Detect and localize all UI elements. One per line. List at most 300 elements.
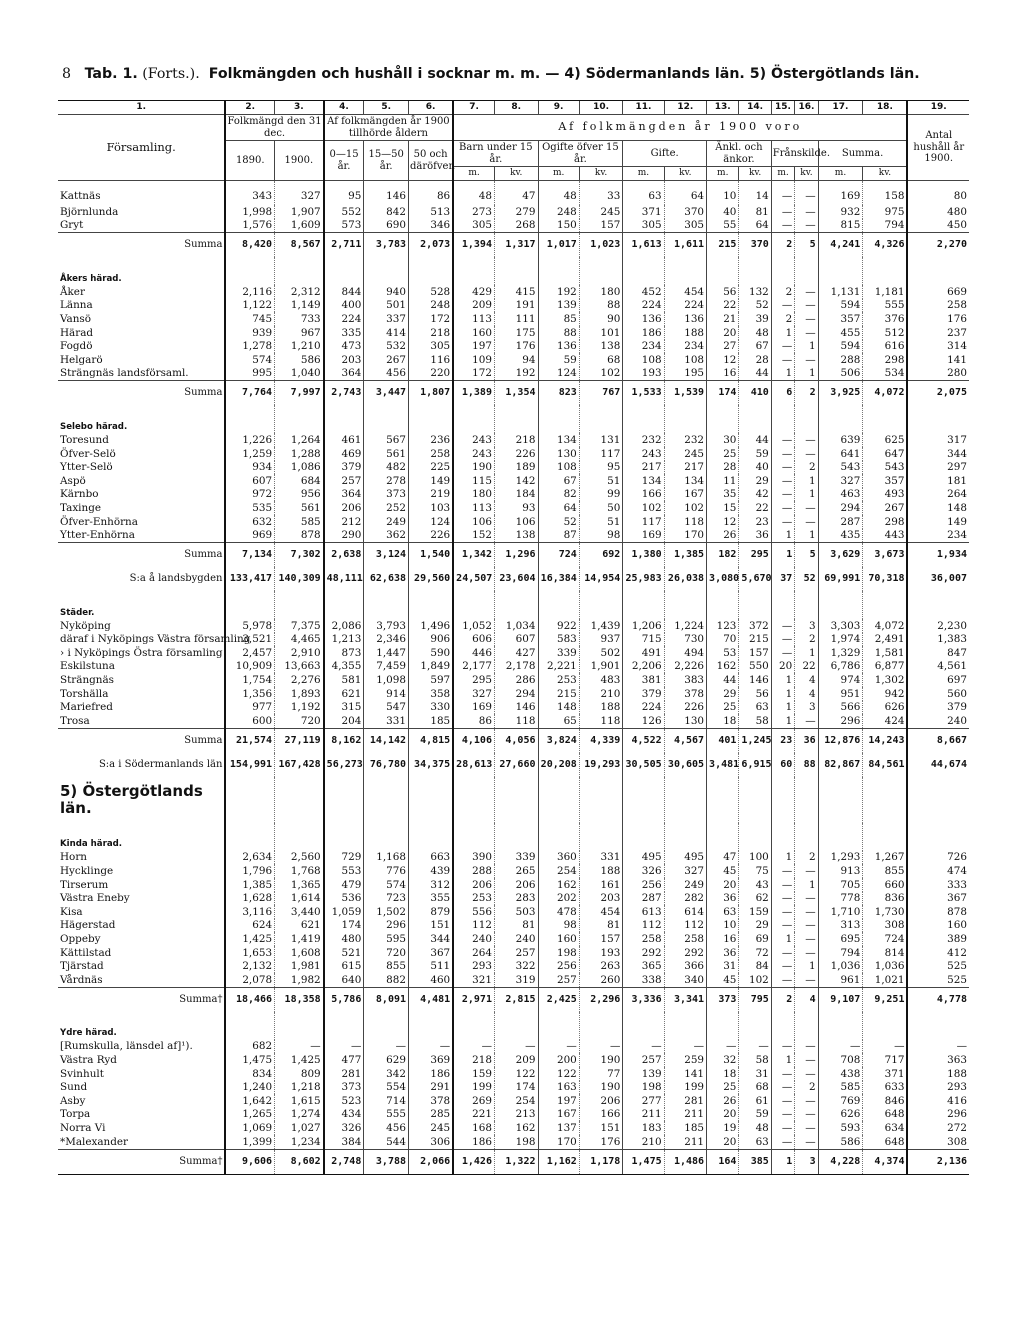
cell-col-12: 245 (664, 447, 706, 461)
cell-col-2: 3,521 (225, 633, 274, 647)
cell-col-4: 2,086 (324, 619, 364, 633)
cell-col-18: 298 (863, 353, 908, 367)
cell-col-8: 118 (494, 714, 538, 728)
cell-col-6: 511 (409, 960, 454, 974)
cell-col-5: 373 (364, 488, 409, 502)
cell-col-11: 126 (623, 714, 664, 728)
cell-col-3: 733 (275, 312, 324, 326)
cell-col-6: 285 (409, 1108, 454, 1122)
cell-col-6: 236 (409, 433, 454, 447)
table-row (58, 529, 969, 543)
cell-col-5: 714 (364, 1094, 409, 1108)
cell-col-19: 525 (907, 960, 969, 974)
empty-cell (818, 777, 863, 823)
table-row (58, 1094, 969, 1108)
cell-col-6: — (409, 1040, 454, 1054)
summary-label: Summa (58, 728, 225, 753)
table-row (58, 447, 969, 461)
cell-col-10: 131 (579, 433, 623, 447)
cell-col-19: 240 (907, 714, 969, 728)
cell-col-8: 1,317 (494, 233, 538, 258)
cell-col-14: 40 (739, 461, 771, 475)
cell-col-4: 174 (324, 919, 364, 933)
cell-col-11: 63 (623, 181, 664, 206)
cell-col-2: 133,417 (225, 567, 274, 591)
cell-col-9: 64 (538, 501, 579, 515)
cell-col-5: 14,142 (364, 728, 409, 753)
cell-col-12: 258 (664, 932, 706, 946)
cell-col-8: 213 (494, 1108, 538, 1122)
header-1890: 1890. (225, 141, 274, 181)
cell-col-4: 4,355 (324, 660, 364, 674)
table-row (58, 892, 969, 906)
cell-col-2: 934 (225, 461, 274, 475)
empty-cell (664, 257, 706, 285)
cell-col-4: 203 (324, 353, 364, 367)
cell-col-7: 243 (453, 447, 494, 461)
cell-col-6: 291 (409, 1081, 454, 1095)
cell-col-12: 366 (664, 960, 706, 974)
section-heading: Städer. (60, 607, 95, 618)
cell-col-3: 2,312 (275, 285, 324, 299)
cell-col-6: 1,496 (409, 619, 454, 633)
cell-col-12: 454 (664, 285, 706, 299)
cell-col-16: 2 (795, 1081, 818, 1095)
cell-col-15: — (771, 1081, 794, 1095)
parish-name: Kisa (60, 905, 83, 918)
cell-col-13: 164 (707, 1149, 739, 1174)
cell-col-10: 157 (579, 219, 623, 233)
cell-col-19: 237 (907, 326, 969, 340)
cell-col-15: 1 (771, 529, 794, 543)
cell-col-12: 118 (664, 515, 706, 529)
cell-col-11: 243 (623, 447, 664, 461)
cell-col-15: — (771, 864, 794, 878)
cell-col-19: 363 (907, 1053, 969, 1067)
empty-cell (863, 257, 908, 285)
cell-col-7: 264 (453, 946, 494, 960)
cell-col-6: 248 (409, 299, 454, 313)
empty-cell (907, 1012, 969, 1040)
cell-col-16: 1 (795, 529, 818, 543)
cell-col-12: 234 (664, 340, 706, 354)
empty-cell (771, 257, 794, 285)
cell-col-10: 176 (579, 1135, 623, 1149)
cell-col-6: 358 (409, 687, 454, 701)
cell-col-11: 495 (623, 851, 664, 865)
cell-col-4: 480 (324, 932, 364, 946)
table-row (58, 474, 969, 488)
cell-col-16: 3 (795, 619, 818, 633)
cell-col-5: — (364, 1040, 409, 1054)
cell-col-2: 1,399 (225, 1135, 274, 1149)
cell-col-13: 55 (707, 219, 739, 233)
cell-col-2: 343 (225, 181, 274, 206)
cell-col-17: 1,974 (818, 633, 863, 647)
cell-col-19: 474 (907, 864, 969, 878)
cell-col-13: 11 (707, 474, 739, 488)
cell-col-13: 18 (707, 714, 739, 728)
cell-col-8: 218 (494, 433, 538, 447)
cell-col-10: 81 (579, 919, 623, 933)
cell-col-9: 98 (538, 919, 579, 933)
empty-cell (771, 591, 794, 619)
cell-col-14: 132 (739, 285, 771, 299)
cell-col-13: 31 (707, 960, 739, 974)
cell-col-9: 192 (538, 285, 579, 299)
cell-col-10: 51 (579, 515, 623, 529)
cell-col-18: 625 (863, 433, 908, 447)
table-row (58, 340, 969, 354)
cell-col-2: 1,278 (225, 340, 274, 354)
cell-col-16: 2 (795, 851, 818, 865)
cell-col-12: — (664, 1040, 706, 1054)
empty-cell (275, 591, 324, 619)
cell-col-10: 188 (579, 701, 623, 715)
cell-col-18: 6,877 (863, 660, 908, 674)
cell-col-12: 730 (664, 633, 706, 647)
parish-name: Norra Vi (60, 1121, 106, 1134)
cell-col-16: — (795, 1135, 818, 1149)
table-row (58, 701, 969, 715)
cell-col-4: 479 (324, 878, 364, 892)
cell-col-9: 1,017 (538, 233, 579, 258)
cell-col-5: 914 (364, 687, 409, 701)
cell-col-5: 532 (364, 340, 409, 354)
cell-col-18: 634 (863, 1121, 908, 1135)
table-row (58, 673, 969, 687)
empty-cell (739, 405, 771, 433)
header-m: m. (818, 167, 863, 181)
cell-col-5: 595 (364, 932, 409, 946)
cell-col-4: 364 (324, 488, 364, 502)
cell-col-2: 624 (225, 919, 274, 933)
cell-col-18: 1,730 (863, 905, 908, 919)
cell-col-7: 293 (453, 960, 494, 974)
cell-col-5: 1,098 (364, 673, 409, 687)
cell-col-5: 1,168 (364, 851, 409, 865)
header-m: m. (453, 167, 494, 181)
empty-cell (795, 257, 818, 285)
cell-col-13: 18 (707, 1067, 739, 1081)
table-row (58, 633, 969, 647)
header-kv: kv. (494, 167, 538, 181)
empty-cell (623, 591, 664, 619)
empty-cell (771, 823, 794, 851)
parish-name: Tjärstad (60, 960, 104, 973)
cell-col-15: — (771, 633, 794, 647)
cell-col-4: 521 (324, 946, 364, 960)
cell-col-10: 190 (579, 1053, 623, 1067)
cell-col-3: 1,768 (275, 864, 324, 878)
col-num: 8. (494, 101, 538, 115)
cell-col-2: 995 (225, 367, 274, 381)
cell-col-2: 682 (225, 1040, 274, 1054)
cell-col-3: 1,982 (275, 973, 324, 987)
cell-col-9: 170 (538, 1135, 579, 1149)
cell-col-14: 68 (739, 1081, 771, 1095)
header-households: Antal hushåll år 1900. (907, 115, 969, 181)
cell-col-7: 159 (453, 1067, 494, 1081)
empty-cell (818, 405, 863, 433)
cell-col-4: 8,162 (324, 728, 364, 753)
section-row (58, 405, 969, 433)
cell-col-19: 234 (907, 529, 969, 543)
empty-cell (225, 591, 274, 619)
cell-col-2: 3,116 (225, 905, 274, 919)
cell-col-14: 59 (739, 1108, 771, 1122)
cell-col-12: 130 (664, 714, 706, 728)
empty-cell (275, 257, 324, 285)
summary-row (58, 233, 969, 258)
cell-col-19: 80 (907, 181, 969, 206)
table-row (58, 285, 969, 299)
cell-col-19: 297 (907, 461, 969, 475)
cell-col-17: 594 (818, 299, 863, 313)
cell-col-17: 296 (818, 714, 863, 728)
cell-col-19: 280 (907, 367, 969, 381)
cell-col-9: 2,425 (538, 987, 579, 1012)
cell-col-16: — (795, 1040, 818, 1054)
parish-name: *Malexander (60, 1135, 129, 1148)
cell-col-17: 1,036 (818, 960, 863, 974)
cell-col-16: 3 (795, 701, 818, 715)
cell-col-10: 117 (579, 447, 623, 461)
cell-col-13: 70 (707, 633, 739, 647)
cell-col-2: 2,457 (225, 646, 274, 660)
cell-col-6: 219 (409, 488, 454, 502)
cell-col-15: — (771, 619, 794, 633)
cell-col-5: 1,447 (364, 646, 409, 660)
cell-col-10: 193 (579, 946, 623, 960)
cell-col-15: — (771, 946, 794, 960)
cell-col-15: — (771, 1135, 794, 1149)
cell-col-4: 1,059 (324, 905, 364, 919)
cell-col-5: 482 (364, 461, 409, 475)
cell-col-17: 12,876 (818, 728, 863, 753)
cell-col-11: 217 (623, 461, 664, 475)
cell-col-11: — (623, 1040, 664, 1054)
table-number: Tab. 1. (84, 66, 138, 82)
cell-col-9: 48 (538, 181, 579, 206)
empty-cell (275, 1012, 324, 1040)
cell-col-12: 112 (664, 919, 706, 933)
cell-col-16: — (795, 1121, 818, 1135)
cell-col-19: 272 (907, 1121, 969, 1135)
cell-col-16: — (795, 946, 818, 960)
cell-col-8: 427 (494, 646, 538, 660)
cell-col-10: 151 (579, 1121, 623, 1135)
cell-col-12: 282 (664, 892, 706, 906)
cell-col-5: 776 (364, 864, 409, 878)
cell-col-5: 574 (364, 878, 409, 892)
section-row (58, 257, 969, 285)
cell-col-11: 371 (623, 205, 664, 219)
empty-cell (275, 823, 324, 851)
cell-col-2: 1,653 (225, 946, 274, 960)
cell-col-2: 1,226 (225, 433, 274, 447)
cell-col-4: 615 (324, 960, 364, 974)
cell-col-7: 1,342 (453, 543, 494, 568)
cell-col-10: 161 (579, 878, 623, 892)
cell-col-12: 26,038 (664, 567, 706, 591)
cell-col-8: 339 (494, 851, 538, 865)
cell-col-5: 720 (364, 946, 409, 960)
cell-col-3: 8,567 (275, 233, 324, 258)
cell-col-19: 2,075 (907, 381, 969, 406)
cell-col-16: 1 (795, 488, 818, 502)
table-row (58, 501, 969, 515)
cell-col-11: 292 (623, 946, 664, 960)
cell-col-3: 8,602 (275, 1149, 324, 1174)
empty-cell (324, 823, 364, 851)
cell-col-12: 64 (664, 181, 706, 206)
cell-col-18: 4,072 (863, 381, 908, 406)
empty-cell (538, 1012, 579, 1040)
cell-col-17: 932 (818, 205, 863, 219)
cell-col-6: 124 (409, 515, 454, 529)
col-num: 14. (739, 101, 771, 115)
header-m: m. (623, 167, 664, 181)
table-row (58, 619, 969, 633)
cell-col-3: 956 (275, 488, 324, 502)
cell-col-13: 27 (707, 340, 739, 354)
summary-row (58, 381, 969, 406)
cell-col-2: 969 (225, 529, 274, 543)
cell-col-15: — (771, 353, 794, 367)
cell-col-18: 626 (863, 701, 908, 715)
cell-col-17: 769 (818, 1094, 863, 1108)
cell-col-18: 836 (863, 892, 908, 906)
empty-cell (324, 777, 364, 823)
cell-col-13: 401 (707, 728, 739, 753)
empty-cell (275, 405, 324, 433)
cell-col-7: 160 (453, 326, 494, 340)
header-age-0-15: 0—15 år. (324, 141, 364, 181)
table-row (58, 299, 969, 313)
empty-cell (795, 823, 818, 851)
cell-col-18: 84,561 (863, 753, 908, 777)
empty-cell (771, 777, 794, 823)
cell-col-15: 6 (771, 381, 794, 406)
cell-col-4: 2,638 (324, 543, 364, 568)
cell-col-16: — (795, 714, 818, 728)
cell-col-7: 288 (453, 864, 494, 878)
cell-col-2: 834 (225, 1067, 274, 1081)
cell-col-6: 2,073 (409, 233, 454, 258)
cell-col-16: 5 (795, 543, 818, 568)
cell-col-7: 186 (453, 1135, 494, 1149)
cell-col-4: 523 (324, 1094, 364, 1108)
cell-col-5: 882 (364, 973, 409, 987)
continued-note: (Forts.). (142, 66, 200, 82)
cell-col-7: — (453, 1040, 494, 1054)
col-num: 15. (771, 101, 794, 115)
cell-col-12: 378 (664, 687, 706, 701)
cell-col-13: 28 (707, 461, 739, 475)
cell-col-11: 25,983 (623, 567, 664, 591)
cell-col-13: 25 (707, 701, 739, 715)
cell-col-19: 416 (907, 1094, 969, 1108)
cell-col-8: 1,354 (494, 381, 538, 406)
cell-col-10: 263 (579, 960, 623, 974)
cell-col-8: 176 (494, 340, 538, 354)
cell-col-18: 357 (863, 474, 908, 488)
table-row (58, 960, 969, 974)
cell-col-18: 543 (863, 461, 908, 475)
cell-col-19: 4,561 (907, 660, 969, 674)
cell-col-15: 2 (771, 312, 794, 326)
cell-col-5: 62,638 (364, 567, 409, 591)
cell-col-10: 51 (579, 474, 623, 488)
table-row (58, 919, 969, 933)
col-num: 19. (907, 101, 969, 115)
cell-col-3: 1,609 (275, 219, 324, 233)
cell-col-5: 7,459 (364, 660, 409, 674)
parish-name: däraf i Nyköpings Västra församling (60, 633, 251, 646)
cell-col-3: 1,264 (275, 433, 324, 447)
cell-col-17: 288 (818, 353, 863, 367)
table-row (58, 932, 969, 946)
cell-col-11: 257 (623, 1053, 664, 1067)
cell-col-14: — (739, 1040, 771, 1054)
cell-col-12: 4,567 (664, 728, 706, 753)
cell-col-11: 117 (623, 515, 664, 529)
empty-cell (579, 823, 623, 851)
cell-col-7: 190 (453, 461, 494, 475)
cell-col-11: 210 (623, 1135, 664, 1149)
cell-col-5: 690 (364, 219, 409, 233)
empty-cell (907, 405, 969, 433)
header-kv: kv. (579, 167, 623, 181)
cell-col-12: 259 (664, 1053, 706, 1067)
table-row (58, 973, 969, 987)
cell-col-12: 1,385 (664, 543, 706, 568)
table-row (58, 353, 969, 367)
cell-col-7: 273 (453, 205, 494, 219)
cell-col-19: 379 (907, 701, 969, 715)
cell-col-10: 180 (579, 285, 623, 299)
cell-col-11: 166 (623, 488, 664, 502)
cell-col-3: 18,358 (275, 987, 324, 1012)
cell-col-16: 88 (795, 753, 818, 777)
cell-col-14: 102 (739, 973, 771, 987)
cell-col-5: 456 (364, 367, 409, 381)
empty-cell (364, 591, 409, 619)
cell-col-7: 209 (453, 299, 494, 313)
cell-col-17: 951 (818, 687, 863, 701)
empty-cell (494, 405, 538, 433)
cell-col-3: 327 (275, 181, 324, 206)
cell-col-18: 855 (863, 864, 908, 878)
cell-col-2: 10,909 (225, 660, 274, 674)
cell-col-8: 415 (494, 285, 538, 299)
cell-col-10: 88 (579, 299, 623, 313)
cell-col-6: 1,849 (409, 660, 454, 674)
cell-col-8: — (494, 1040, 538, 1054)
cell-col-14: 43 (739, 878, 771, 892)
cell-col-11: 211 (623, 1108, 664, 1122)
cell-col-10: 102 (579, 367, 623, 381)
page-number: 8 (62, 66, 72, 82)
cell-col-6: 151 (409, 919, 454, 933)
header-kv: kv. (739, 167, 771, 181)
cell-col-17: 641 (818, 447, 863, 461)
section-heading: Åkers härad. (60, 273, 122, 284)
cell-col-9: 1,162 (538, 1149, 579, 1174)
cell-col-7: 1,389 (453, 381, 494, 406)
cell-col-3: 140,309 (275, 567, 324, 591)
